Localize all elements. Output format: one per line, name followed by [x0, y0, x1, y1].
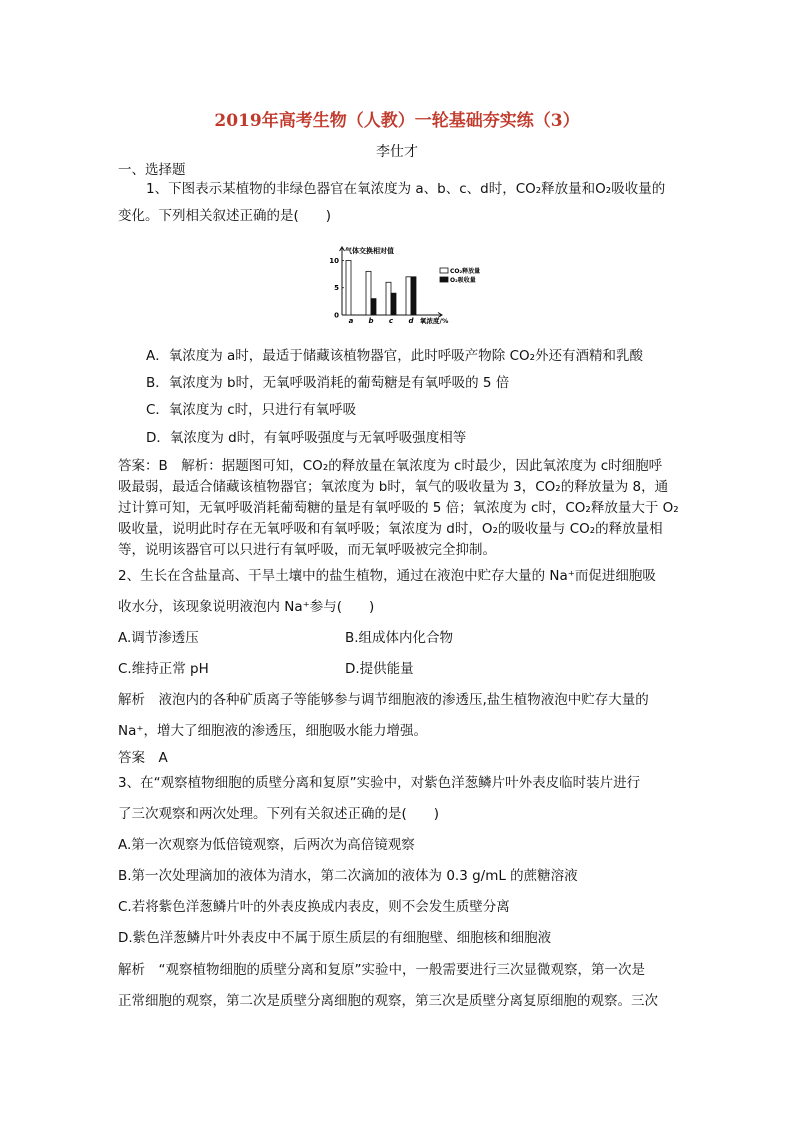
- q1-option-c: C．氧浓度为 c时，只进行有氧呼吸: [146, 402, 357, 418]
- q1-stem-line-1: 1、下图表示某植物的非绿色器官在氧浓度为 a、b、c、d时，CO₂释放量和O₂吸收量的: [146, 181, 666, 197]
- q1-answer-line-1: 答案：B 解析：据题图可知，CO₂的释放量在氧浓度为 c时最少，因此氧浓度为 c时细胞呼: [118, 458, 663, 474]
- q1-bar-chart: [320, 243, 480, 325]
- x-axis-label: 氧浓度/%: [420, 317, 449, 325]
- q2-option-c: C.维持正常 pH: [118, 661, 209, 677]
- y-axis-label: 气体交换相对值: [345, 247, 394, 255]
- q2-stem-line-2: 收水分，该现象说明液泡内 Na⁺参与( ): [118, 599, 375, 615]
- y-tick-label-0: 0: [334, 311, 339, 320]
- bar-co2-b: [366, 271, 371, 315]
- legend-swatch-1: [440, 277, 448, 282]
- bar-o2-d: [411, 277, 416, 315]
- q3-analysis-line-2: 正常细胞的观察，第二次是质壁分离细胞的观察，第三次是质壁分离复原细胞的观察。三次: [118, 993, 658, 1009]
- y-tick-label-5: 5: [334, 284, 339, 293]
- x-tick-label-d: d: [408, 317, 414, 325]
- q3-option-c: C.若将紫色洋葱鳞片叶的外表皮换成内表皮，则不会发生质壁分离: [118, 899, 510, 915]
- x-tick-label-c: c: [388, 317, 394, 325]
- q1-option-d: D．氧浓度为 d时，有氧呼吸强度与无氧呼吸强度相等: [146, 430, 467, 446]
- q3-stem-line-1: 3、在“观察植物细胞的质壁分离和复原”实验中，对紫色洋葱鳞片叶外表皮临时装片进行: [118, 775, 641, 791]
- bar-co2-c: [386, 282, 391, 315]
- y-tick-label-10: 10: [329, 256, 339, 265]
- q1-answer-line-2: 吸最弱，最适合储藏该植物器官；氧浓度为 b时，氧气的吸收量为 3，CO₂的释放量为 8，通: [118, 479, 669, 495]
- q3-option-a: A.第一次观察为低倍镜观察，后两次为高倍镜观察: [118, 837, 415, 853]
- q1-answer-line-4: 吸收量，说明此时存在无氧呼吸和有氧呼吸；氧浓度为 d时，O₂的吸收量与 CO₂的释放量相: [118, 521, 663, 537]
- bar-co2-d: [406, 277, 411, 315]
- q1-option-a: A．氧浓度为 a时，最适于储藏该植物器官，此时呼吸产物除 CO₂外还有酒精和乳酸: [146, 348, 644, 364]
- section-heading: 一、选择题: [118, 162, 186, 178]
- x-tick-label-a: a: [348, 317, 354, 325]
- q3-analysis-line-1: 解析 “观察植物细胞的质壁分离和复原”实验中，一般需要进行三次显微观察，第一次是: [118, 962, 645, 978]
- q3-option-b: B.第一次处理滴加的液体为清水，第二次滴加的液体为 0.3 g/mL 的蔗糖溶液: [118, 868, 578, 884]
- q3-option-d: D.紫色洋葱鳞片叶外表皮中不属于原生质层的有细胞壁、细胞核和细胞液: [118, 930, 552, 946]
- page-title: 2019年高考生物（人教）一轮基础夯实练（3）: [214, 111, 580, 131]
- q2-answer: 答案 A: [118, 750, 168, 766]
- legend-label-1: O₂吸收量: [450, 277, 476, 284]
- q2-option-d: D.提供能量: [345, 661, 414, 677]
- q1-option-b: B．氧浓度为 b时，无氧呼吸消耗的葡萄糖是有氧呼吸的 5 倍: [146, 375, 510, 391]
- q2-analysis-line-2: Na⁺，增大了细胞液的渗透压，细胞吸水能力增强。: [118, 723, 427, 739]
- x-tick-label-b: b: [368, 317, 374, 325]
- bar-o2-b: [371, 299, 376, 315]
- q1-answer-line-3: 过计算可知，无氧呼吸消耗葡萄糖的量是有氧呼吸的 5 倍；氧浓度为 c时，CO₂释放量大于 O₂: [118, 500, 679, 516]
- q1-stem-line-2: 变化。下列相关叙述正确的是( ): [118, 208, 332, 224]
- q1-answer-line-5: 等，说明该器官可以只进行有氧呼吸，而无氧呼吸被完全抑制。: [118, 542, 496, 558]
- bar-o2-c: [391, 293, 396, 315]
- q2-option-b: B.组成体内化合物: [345, 630, 454, 646]
- bar-co2-a: [346, 260, 351, 315]
- q2-analysis-line-1: 解析 液泡内的各种矿质离子等能够参与调节细胞液的渗透压,盐生植物液泡中贮存大量的: [118, 692, 649, 708]
- author-name: 李仕才: [376, 144, 418, 160]
- legend-swatch-0: [440, 268, 448, 273]
- legend-label-0: CO₂释放量: [450, 268, 480, 275]
- q3-stem-line-2: 了三次观察和两次处理。下列有关叙述正确的是( ): [118, 806, 440, 822]
- q2-stem-line-1: 2、生长在含盐量高、干旱土壤中的盐生植物，通过在液泡中贮存大量的 Na⁺而促进细胞吸: [118, 568, 656, 584]
- q2-option-a: A.调节渗透压: [118, 630, 199, 646]
